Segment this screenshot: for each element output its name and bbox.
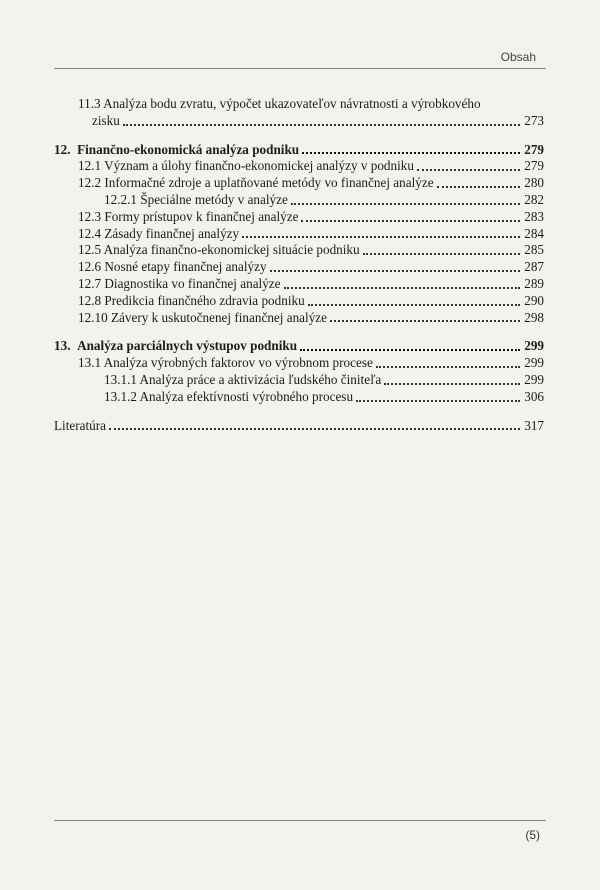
dot-leader (330, 320, 520, 322)
dot-leader (302, 152, 520, 154)
dot-leader (417, 169, 520, 171)
toc-entry-literatura[interactable] (54, 418, 544, 435)
toc-entry-title-line1: 11.3 Analýza bodu zvratu, výpočet ukazovateľov návratnosti a výrobkového (78, 96, 481, 111)
toc-entry-title: 13.1.2 Analýza efektívnosti výrobného procesu (104, 388, 354, 404)
toc-entry-page: 317 (524, 417, 544, 433)
toc-entry-title: 12.7 Diagnostika vo finančnej analýze (78, 275, 281, 291)
toc-entry-page: 283 (524, 208, 544, 224)
dot-leader (437, 186, 521, 188)
toc-chapter-title: 13. Analýza parciálnych výstupov podniku (54, 338, 298, 354)
toc-chapter-page: 279 (524, 141, 544, 157)
toc-entry-title: 12.10 Závery k uskutočnenej finančnej analýze (78, 309, 327, 325)
dot-leader (376, 366, 520, 368)
dot-leader (356, 400, 520, 402)
dot-leader (308, 304, 521, 306)
toc-entry-12-3[interactable] (54, 209, 544, 226)
toc-chapter-title: 12. Finančno-ekonomická analýza podniku (54, 141, 300, 157)
toc-chapter-13[interactable] (54, 338, 544, 355)
toc-entry-title: 13.1.1 Analýza práce a aktivizácia ľudského činiteľa (104, 371, 382, 387)
toc-entry-13-1[interactable] (54, 355, 544, 372)
toc-entry-title: 12.4 Zásady finančnej analýzy (78, 225, 240, 241)
toc-entry-page: 285 (524, 242, 544, 258)
toc-entry-page: 290 (524, 292, 544, 308)
toc-entry-page: 299 (524, 371, 544, 387)
toc-entry-title: 13.1 Analýza výrobných faktorov vo výrobnom procese (78, 355, 373, 371)
toc-entry-page: 299 (524, 355, 544, 371)
toc-entry-title: 12.5 Analýza finančno-ekonomickej situácie podniku (78, 242, 360, 258)
toc-entry-title: 12.8 Predikcia finančného zdravia podniku (78, 292, 305, 308)
toc-entry-12-7[interactable] (54, 276, 544, 293)
header-rule (54, 68, 546, 69)
toc-entry-12-10[interactable] (54, 310, 544, 327)
toc-entry-page: 284 (524, 225, 544, 241)
dot-leader (363, 253, 521, 255)
toc-chapter-12[interactable] (54, 142, 544, 159)
dot-leader (270, 270, 521, 272)
toc-entry-page: 287 (524, 259, 544, 275)
toc-entry-12-4[interactable] (54, 226, 544, 243)
toc-entry-page: 282 (524, 191, 544, 207)
dot-leader (301, 220, 520, 222)
toc-entry-12-8[interactable] (54, 293, 544, 310)
footer-rule (54, 820, 546, 821)
dot-leader (384, 383, 520, 385)
toc-entry-page: 306 (524, 388, 544, 404)
toc-chapter-page: 299 (524, 338, 544, 354)
running-header: Obsah (500, 50, 536, 64)
page-number: (5) (525, 828, 540, 842)
dot-leader (242, 236, 520, 238)
toc-entry-page: 289 (524, 275, 544, 291)
toc-entry-12-2[interactable] (54, 175, 544, 192)
toc-entry-title: 12.2 Informačné zdroje a uplatňované metódy vo finančnej analýze (78, 175, 434, 191)
toc-entry-title: 12.3 Formy prístupov k finančnej analýze (78, 208, 299, 224)
toc-entry-12-1[interactable] (54, 158, 544, 175)
toc-entry-13-1-1[interactable] (54, 372, 544, 389)
toc-entry-title: 12.2.1 Špeciálne metódy v analýze (104, 191, 288, 207)
toc-entry-page: 279 (524, 158, 544, 174)
toc-entry-12-6[interactable] (54, 259, 544, 276)
dot-leader (123, 124, 520, 126)
dot-leader (109, 428, 520, 430)
toc-entry-12-2-1[interactable] (54, 192, 544, 209)
toc-entry-title: Literatúra (54, 417, 106, 433)
toc-entry-title: 12.1 Význam a úlohy finančno-ekonomickej analýzy v podniku (78, 158, 414, 174)
dot-leader (284, 287, 521, 289)
toc-entry-13-1-2[interactable] (54, 389, 544, 406)
toc-entry-title-line2: zisku (92, 112, 120, 128)
toc-entry-11-3[interactable] (54, 96, 544, 130)
toc-entry-page: 273 (524, 112, 544, 128)
toc-entry-page: 298 (524, 309, 544, 325)
toc-entry-12-5[interactable] (54, 242, 544, 259)
toc-entry-title: 12.6 Nosné etapy finančnej analýzy (78, 259, 267, 275)
dot-leader (291, 203, 520, 205)
table-of-contents (54, 96, 544, 434)
toc-entry-page: 280 (524, 175, 544, 191)
dot-leader (300, 349, 520, 351)
